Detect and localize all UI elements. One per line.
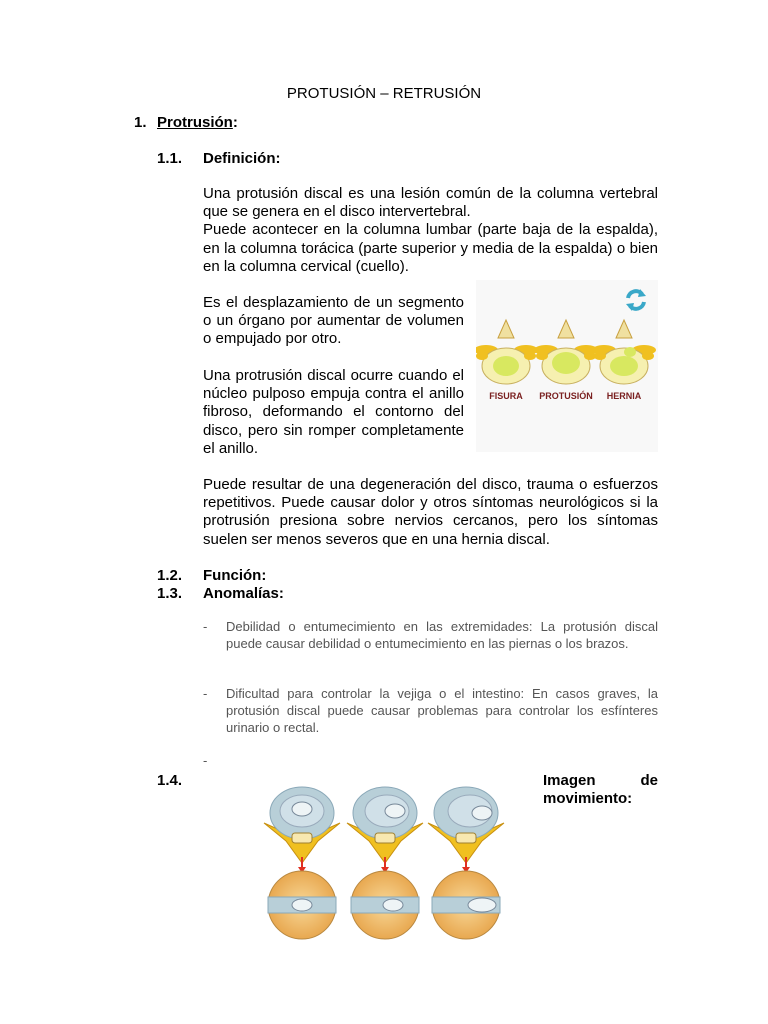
section-1-3-heading: Anomalías:: [203, 585, 284, 602]
label-hernia: HERNIA: [606, 391, 642, 401]
disc-top-3: [428, 787, 504, 863]
label-fisura: FISURA: [489, 391, 523, 401]
vertebra-protusion: [534, 320, 598, 384]
definition-paragraph-1: Una protusión discal es una lesión común de la columna vertebral que se genera en el disco intervertebral.: [203, 185, 658, 221]
disc-side-2: [351, 871, 419, 939]
section-1-label: Protrusión: [157, 114, 233, 131]
section-1-heading: [157, 114, 238, 131]
disc-top-2: [347, 787, 423, 863]
movement-figure: [240, 775, 530, 940]
definition-paragraph-2: Puede acontecer en la columna lumbar (parte baja de la espalda), en la columna torácica (parte superior y media de la espalda) o bien en la columna cervical (cuello).: [203, 221, 658, 275]
section-1-4-number: 1.4.: [157, 772, 183, 789]
section-1-number: 1.: [134, 114, 147, 131]
vertebra-hernia: [592, 320, 656, 384]
section-1-3-number: 1.3.: [157, 585, 183, 602]
definition-paragraph-5: Puede resultar de una degeneración del disco, trauma o esfuerzos repetitivos. Puede causar dolor y otros síntomas neurológicos si la protrusión presiona sobre nervios cercanos, pero los síntomas suelen ser menos severos que en una hernia discal.: [203, 476, 658, 548]
disc-top-1: [264, 787, 340, 863]
bullet-dash-1: -: [203, 619, 208, 634]
section-1-colon: :: [232, 114, 238, 131]
definition-block: [203, 185, 658, 276]
section-1-2-heading: Función:: [203, 567, 267, 584]
empty-bullet-dash: -: [203, 753, 208, 768]
refresh-icon: [626, 289, 646, 311]
section-1-1-number: 1.1.: [157, 150, 183, 167]
section-1-2-number: 1.2.: [157, 567, 183, 584]
disc-side-3: [432, 871, 500, 939]
label-protusion: PROTUSIÓN: [539, 391, 593, 401]
bullet-dash-2: -: [203, 686, 208, 701]
section-1-4-heading-line2: movimiento:: [543, 790, 633, 807]
vertebra-fisura: [476, 320, 538, 384]
disc-stages-illustration: [476, 280, 658, 452]
disc-side-1: [268, 871, 336, 939]
section-1-4-heading-line1: Imagen de: [543, 772, 658, 789]
disc-stages-figure: [476, 280, 658, 452]
document-title: PROTUSIÓN – RETRUSIÓN: [286, 85, 482, 102]
definition-paragraph-3: Es el desplazamiento de un segmento o un órgano por aumentar de volumen o empujado por otro.: [203, 294, 464, 348]
definition-paragraph-4: Una protrusión discal ocurre cuando el núcleo pulposo empuja contra el anillo fibroso, deformando el contorno del disco, pero sin romper completamente el anillo.: [203, 367, 464, 457]
section-1-1-heading: Definición:: [203, 150, 281, 167]
bullet-text-1: Debilidad o entumecimiento en las extremidades: La protusión discal puede causar debilidad o entumecimiento en las piernas o los brazos.: [226, 619, 658, 651]
movement-illustration: [240, 775, 530, 940]
bullet-text-2: Dificultad para controlar la vejiga o el intestino: En casos graves, la protusión discal puede causar problemas para controlar los esfínteres urinario o rectal.: [226, 686, 658, 735]
